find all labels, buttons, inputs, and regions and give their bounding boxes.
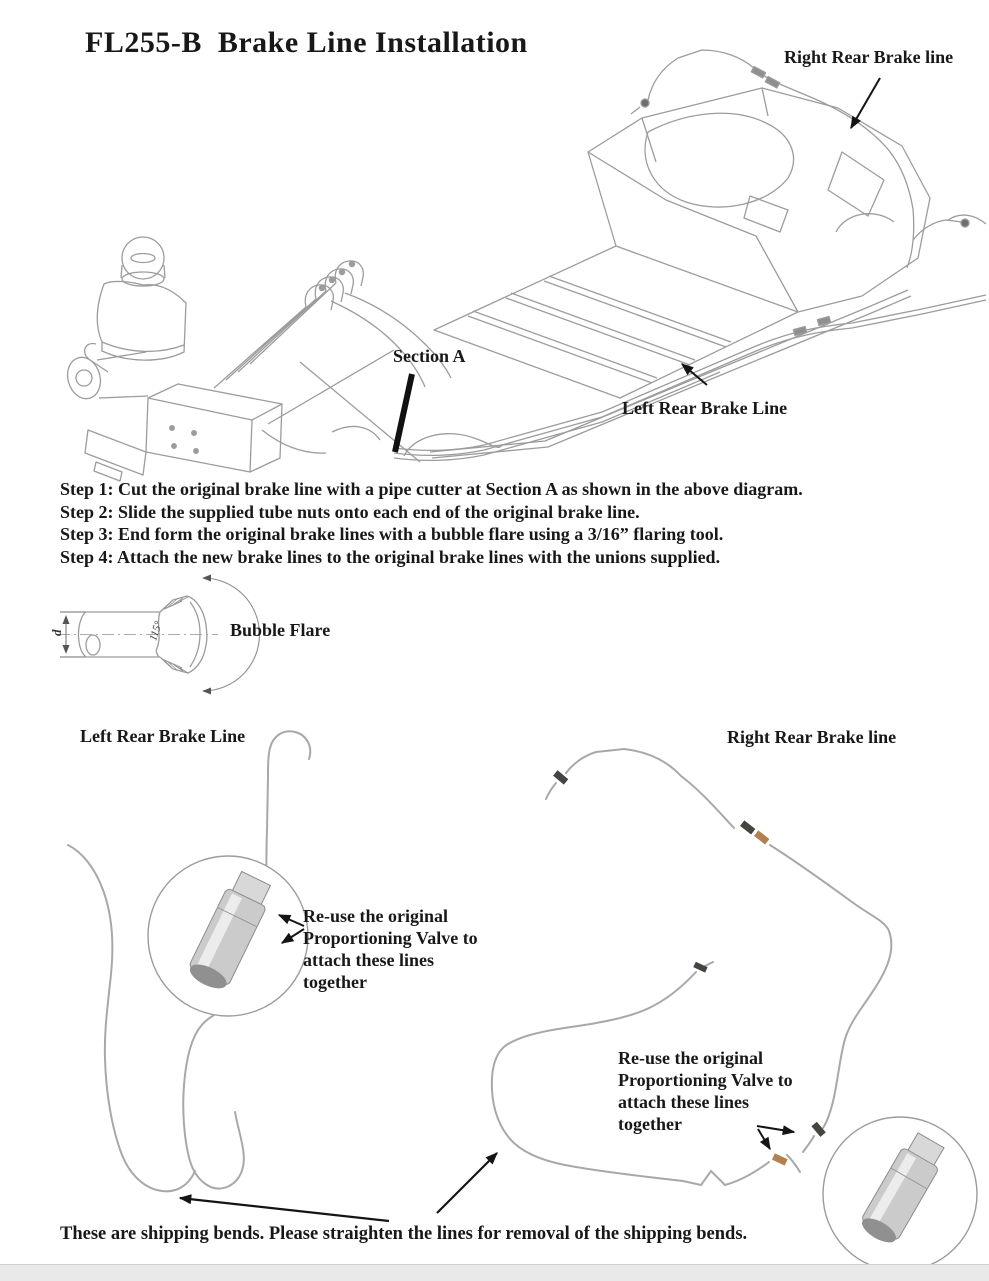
label-left-rear-bottom: Left Rear Brake Line <box>80 726 246 746</box>
shipping-bends-note: These are shipping bends. Please straighten the lines for removal of the shipping bends. <box>60 1224 748 1244</box>
step-1: Step 1: Cut the original brake line with a pipe cutter at Section A as shown in the above diagram. <box>60 479 803 499</box>
replacement-lines-diagram <box>0 715 989 1270</box>
rocker-brake-line-bundle <box>394 295 986 460</box>
car-underbody-drawing <box>262 88 930 462</box>
label-section-a: Section A <box>393 346 466 366</box>
diameter-dimension-label: d <box>49 629 64 636</box>
scan-edge <box>0 1264 989 1281</box>
page-title: FL255-B Brake Line Installation <box>85 26 528 59</box>
label-left-rear-top: Left Rear Brake Line <box>622 398 788 418</box>
bubble-flare-drawing <box>49 578 260 691</box>
reuse-note-left: Re-use the original Proportioning Valve to attach these lines together <box>303 906 478 992</box>
step-3: Step 3: End form the original brake lines with a bubble flare using a 3/16” flaring tool. <box>60 524 724 544</box>
right-rear-line-top-drawing <box>631 50 986 268</box>
union-inset-left <box>148 856 308 1016</box>
step-4: Step 4: Attach the new brake lines to the original brake lines with the unions supplied. <box>60 546 721 567</box>
label-right-rear-bottom: Right Rear Brake line <box>727 727 897 747</box>
union-inset-right <box>823 1117 977 1271</box>
right-rear-label-arrow <box>851 78 880 128</box>
flare-angle-label: 115° <box>147 619 165 643</box>
label-bubble-flare: Bubble Flare <box>230 620 331 640</box>
section-a-cut-mark <box>395 374 412 452</box>
label-right-rear-top: Right Rear Brake line <box>784 47 954 67</box>
step-2: Step 2: Slide the supplied tube nuts onto each end of the original brake line. <box>60 501 640 522</box>
reuse-note-right: Re-use the original Proportioning Valve to attach these lines together <box>618 1048 793 1134</box>
underbody-diagram <box>0 20 989 480</box>
top-label-arrows <box>395 78 880 452</box>
